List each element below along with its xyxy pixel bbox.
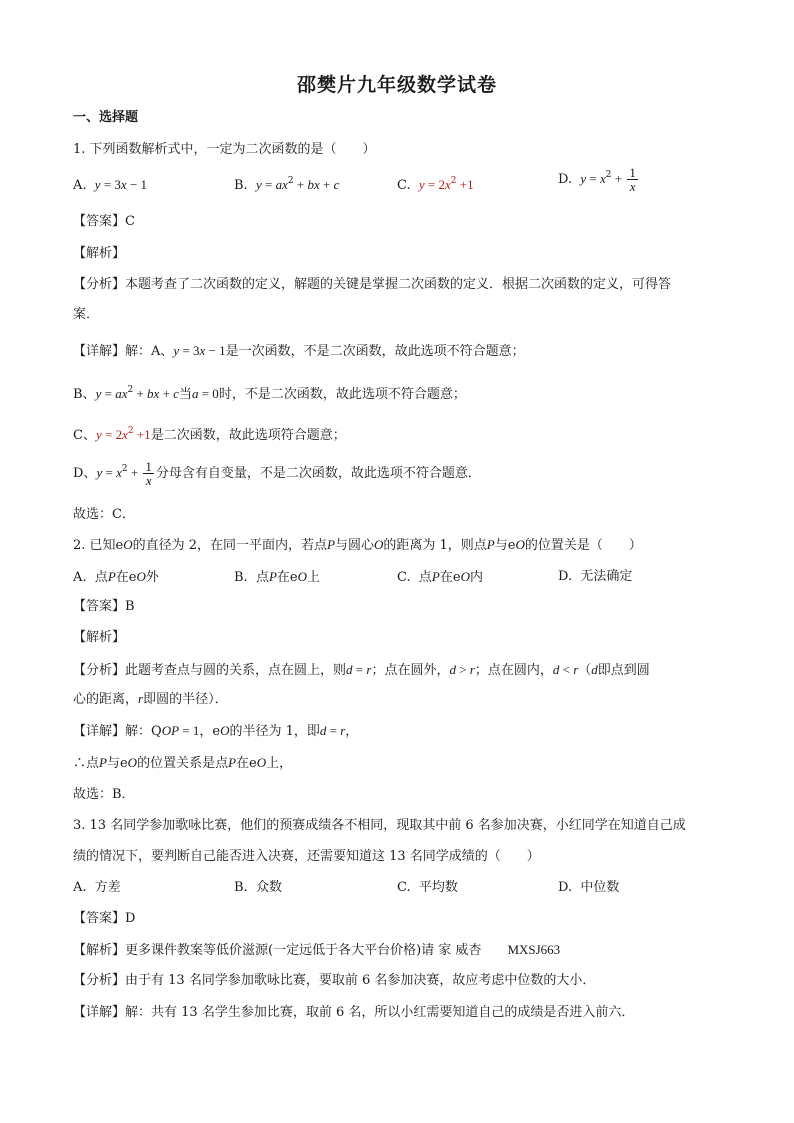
q3-answer: 【答案】D bbox=[73, 911, 136, 926]
q1-option-b[interactable]: B. $y = ax^2$ + bx + c bbox=[234, 176, 340, 193]
q3-ad-line: 【解析】更多课件教案等低价滋源(一定远低于各大平台价格)请 家 威杏 MXSJ663 bbox=[73, 942, 561, 958]
q2-answer: 【答案】B bbox=[73, 599, 135, 614]
section-heading: 一、选择题 bbox=[73, 110, 139, 125]
q2-fenxi: 【分析】此题考查点与圆的关系，点在圆上，则d = r；点在圆外，d > r；点在圆内，d < r（d即点到圆 bbox=[73, 662, 650, 678]
q1-answer: 【答案】C bbox=[73, 214, 135, 229]
q2-fenxi-cont: 心的距离，r即圆的半径）． bbox=[73, 691, 228, 707]
q2-option-a[interactable]: A. 点P在eO外 bbox=[73, 569, 159, 585]
q2-conclusion: 故选：B． bbox=[73, 787, 135, 802]
q3-stem-line2: 绩的情况下，要判断自己能否进入决赛，还需要知道这 13 名同学成绩的（ ） bbox=[73, 849, 540, 864]
q1-detail-b: B、$y = ax^2$ + bx + c当a = 0时，不是二次函数，故此选项不符合题意； bbox=[73, 385, 466, 402]
q1-option-d[interactable]: D. $y = x^2$ + $\frac{1}{x}$ bbox=[558, 165, 636, 194]
q2-detail: 【详解】解：QOP = 1，eO的半径为 1，即d = r， bbox=[73, 723, 359, 739]
q1-option-a-formula: y bbox=[94, 177, 101, 192]
q2-option-c[interactable]: C. 点P在eO内 bbox=[397, 569, 483, 585]
q3-option-a[interactable]: A. 方差 bbox=[73, 880, 121, 895]
q2-analysis-label: 【解析】 bbox=[73, 630, 126, 645]
q1-fenxi: 【分析】本题考查了二次函数的定义，解题的关键是掌握二次函数的定义．根据二次函数的定义，可得答 bbox=[73, 277, 672, 292]
q1-detail-a: 【详解】解：A、y = 3x − 1是一次函数，不是二次函数，故此选项不符合题意； bbox=[73, 343, 525, 359]
q1-option-d-formula: y bbox=[580, 171, 587, 186]
q2-option-b[interactable]: B. 点P在eO上 bbox=[234, 569, 321, 585]
q1-option-c[interactable]: C. $y = 2x^2 +1$ bbox=[397, 176, 474, 193]
q1-fenxi-cont: 案． bbox=[73, 307, 100, 322]
q1-analysis-label: 【解析】 bbox=[73, 246, 126, 261]
q1-conclusion: 故选：C． bbox=[73, 507, 135, 522]
q3-option-d[interactable]: D. 中位数 bbox=[558, 880, 620, 895]
q2-therefore: ∴点P与eO的位置关系是点P在eO上， bbox=[73, 755, 293, 771]
page-title: 邵樊片九年级数学试卷 bbox=[296, 74, 497, 96]
q3-stem-line1: 3. 13 名同学参加歌咏比赛，他们的预赛成绩各不相同，现取其中前 6 名参加决赛，小红同学在知道自己成 bbox=[73, 818, 686, 833]
q2-option-d[interactable]: D. 无法确定 bbox=[558, 569, 633, 584]
q3-detail: 【详解】解：共有 13 名学生参加比赛，取前 6 名，所以小红需要知道自己的成绩是否进入前六． bbox=[73, 1005, 635, 1020]
q3-fenxi: 【分析】由于有 13 名同学参加歌咏比赛，要取前 6 名参加决赛，故应考虑中位数的大小． bbox=[73, 973, 596, 988]
q1-option-b-formula: y bbox=[255, 177, 262, 192]
q2-stem: 2. 已知eO的直径为 2，在同一平面内，若点P与圆心O的距离为 1，则点P与eO的位置关是（ ） bbox=[73, 537, 642, 553]
q1-stem: 1. 下列函数解析式中，一定为二次函数的是（ ） bbox=[73, 142, 376, 157]
q3-option-c[interactable]: C. 平均数 bbox=[397, 880, 458, 895]
q1-detail-d: D、$y = x^2$ + $\frac{1}{x}$ 分母含有自变量，不是二次函数，故此选项不符合题意． bbox=[73, 459, 481, 488]
q1-option-a[interactable]: A. y = 3x − 1 bbox=[73, 177, 148, 193]
q3-option-b[interactable]: B. 众数 bbox=[234, 880, 282, 895]
q1-detail-c: C、$y = 2x^2 +1$是二次函数，故此选项符合题意； bbox=[73, 426, 346, 443]
q1-option-c-formula: y bbox=[418, 177, 425, 192]
